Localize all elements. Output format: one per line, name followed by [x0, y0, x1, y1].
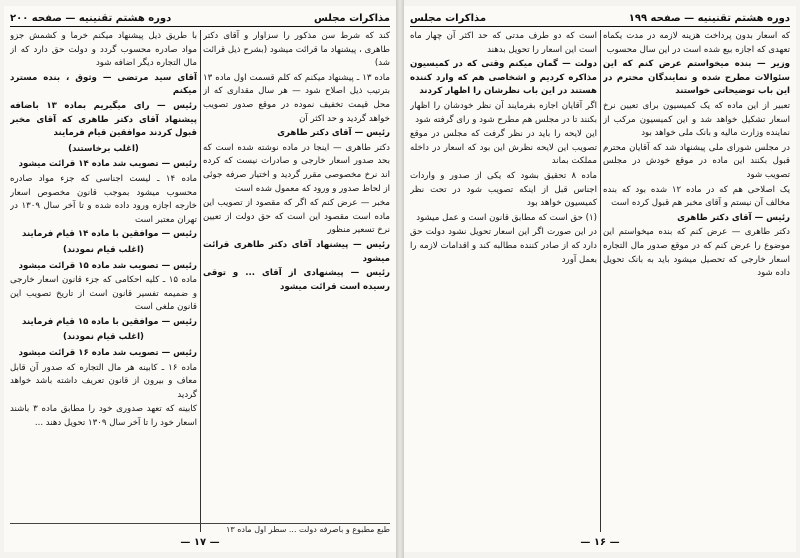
speaker-line: رئیس — موافقین با ماده ۱۵ قیام فرمایند [22, 316, 197, 327]
left-header-title: مذاکرات مجلس [313, 12, 390, 24]
paragraph: یک اصلاحی هم که در ماده ۱۲ شده بود که بنده مخالف آن نیستم و آقای مخبر هم قبول کرده است [603, 184, 790, 209]
paragraph: دکتر طاهری — عرض کنم که بنده میخواستم این موضوع را عرض کنم که در موقع صدور مال التجاره اسعار خارجی که تحصیل میشود باید به بانک تحویل داده شود [603, 227, 790, 279]
left-page-column-right [203, 30, 390, 532]
speaker-line: رئیس — تصویب شد ماده ۱۵ قرائت میشود [18, 260, 197, 271]
right-page-columns [410, 30, 790, 532]
speaker-line: رئیس — موافقین با ماده ۱۴ قیام فرمایند [22, 229, 197, 240]
speaker-line: رئیس — پیشنهاد آقای دکتر طاهری قرائت میشود [203, 239, 390, 264]
article-text: ماده ۱۴ ـ لیست اجناسی که جزء مواد صادره محسوب میشود بموجب قانون مخصوص اسعار خارجه اجازه ورود داده شده و تا آخر سال ۱۳۰۹ در تهران معتبر است [10, 173, 197, 225]
paragraph: تعبیر از این ماده که یک کمیسیون برای تعیین نرخ اسعار تشکیل خواهد شد و این کمیسیون مرکب از نماینده وزارت مالیه و بانک ملی خواهد بود [603, 100, 790, 139]
paragraph: دکتر طاهری — اینجا در ماده نوشته شده است که بحد صدور اسعار خارجی و صادرات نیست که کرده اند نرخ مخصوصی مقرر گردید و اختیار صرفه جوئی از لحاظ صدور و ورود که معمول شده است [203, 142, 390, 194]
left-page-header [10, 10, 390, 27]
footnote: طبع مطبوع و باصرفه دولت ... سطر اول ماده ۱۳ [10, 523, 390, 534]
left-page [4, 6, 396, 552]
paragraph: در این صورت اگر این اسعار تحویل نشود دولت حق دارد که از صادر کننده مطالبه کند و اقدامات لازمه را بعمل آورد [410, 227, 597, 265]
right-page-number: — ۱۶ — [580, 537, 620, 548]
speaker-line: وزیر — بنده میخواستم عرض کنم که این سئوالات مطرح شده و نمایندگان محترم در این باب توضیحاتی خواستند [603, 59, 790, 97]
speaker-line: دولت — گمان میکنم وقتی که در کمیسیون مذاکره کردیم و اشخاصی هم که وارد کننده هستند در این باب نظرشان را اظهار کردند [410, 59, 597, 97]
right-page-column-right [603, 30, 790, 532]
paragraph: این لایحه را باید در نظر گرفت که مجلس در موقع تصویب این لایحه نظرش این بود که اسعار در داخله مملکت بماند [410, 129, 597, 167]
paragraph: که اسعار بدون پرداخت هزینه لازمه در مدت یکماه تعهدی که اجازه بیع شده است در این سال محسوب [603, 31, 790, 55]
article-text: ماده ۸ تحقیق بشود که یکی از صدور و واردات اجناس قبل از اینکه تصویب شود در تحت نظر کمیسیون خواهد بود [410, 170, 597, 209]
paragraph: مخبر — عرض کنم که اگر که مقصود از تصویب این ماده است مقصود این است که حق دولت از تعیین نرخ تسعیر منظور [203, 198, 390, 236]
paragraph: کند که شرط سن مذکور را سزاوار و آقای دکتر طاهری ، پیشنهاد ما قرائت میشود (بشرح ذیل قرائت شد) [203, 31, 390, 69]
paragraph: اگر آقایان اجازه بفرمایند آن نظر خودشان را اظهار بکنند تا در مجلس هم مطرح شود و رای گرفته شود [410, 100, 597, 125]
vote-note: (اغلب قیام نمودند) [63, 244, 144, 255]
speaker-line: رئیس — تصویب شد ماده ۱۴ قرائت میشود [18, 159, 197, 170]
right-page-header [410, 10, 790, 27]
right-page [404, 6, 796, 552]
right-page-column-left [410, 30, 597, 532]
book-gutter [396, 0, 404, 558]
paragraph: با طریق ذیل پیشنهاد میکنم خرما و کشمش جزو مواد صادره محسوب گردد و دولت حق دارد که از مال التجاره دیگر اضافه شود [10, 31, 197, 69]
paragraph: کابینه که تعهد صدوری خود را مطابق ماده ۳ باشند اسعار خود را تا آخر سال ۱۳۰۹ تحویل دهند ... [10, 404, 197, 429]
speaker-line: رئیس — رای میگیریم بماده ۱۳ باضافه پیشنهاد آقای دکتر طاهری که آقای مخبر قبول کردند موافقین قیام فرمایند [10, 100, 197, 139]
left-page-number: — ۱۷ — [180, 537, 220, 548]
right-header-session: دوره هشتم تقنینیه — صفحه ۱۹۹ [628, 12, 790, 24]
paragraph: (۱) حق است که مطابق قانون است و عمل میشود [416, 212, 597, 223]
left-page-column-left [10, 30, 197, 532]
left-page-columns [10, 30, 390, 532]
speaker-line: رئیس — تصویب شد ماده ۱۶ قرائت میشود [18, 348, 197, 359]
paragraph: است که دو طرف مدتی که حد اکثر آن چهار ماه است این اسعار را تحویل بدهند [410, 31, 597, 55]
article-text: ماده ۱۶ ـ کابینه هر مال التجاره که صدور آن قابل معاف و بیرون از قانون تعریف داشته باشد خواهد گردید [10, 362, 197, 400]
speaker-line: آقای سید مرتضی — وثوق ، بنده مسترد میکنم [10, 72, 197, 97]
article-text: ماده ۱۵ ـ کلیه احکامی که جزء قانون اسعار خارجی و ضمیمه تفسیر قانون است از تاریخ تصویب این قانون ملغی است [10, 275, 197, 313]
speaker-line: رئیس — آقای دکتر طاهری [277, 128, 390, 139]
right-header-title: مذاکرات مجلس [410, 12, 487, 24]
speaker-line: رئیس — آقای دکتر طاهری [677, 212, 790, 223]
left-header-session: دوره هشتم تقنینیه — صفحه ۲۰۰ [10, 12, 172, 24]
paragraph: در مجلس شورای ملی پیشنهاد شد که آقایان محترم قبول بکنند این ماده در موقع خودش در مجلس تصویب شود [603, 142, 790, 180]
vote-note: (اغلب برخاستند) [68, 143, 139, 154]
paragraph: ماده ۱۳ ـ پیشنهاد میکنم که کلم قسمت اول ماده ۱۳ بترتیب ذیل اصلاح شود — هر سال مقداری که از محل قیمت تخفیف نموده در موقع صدور تصویب خواهد گردید و حد اکثر آن [203, 72, 390, 124]
speaker-line: رئیس — پیشنهادی از آقای ... و توقی رسیده است قرائت میشود [203, 268, 390, 292]
vote-note: (اغلب قیام نمودند) [63, 332, 144, 343]
